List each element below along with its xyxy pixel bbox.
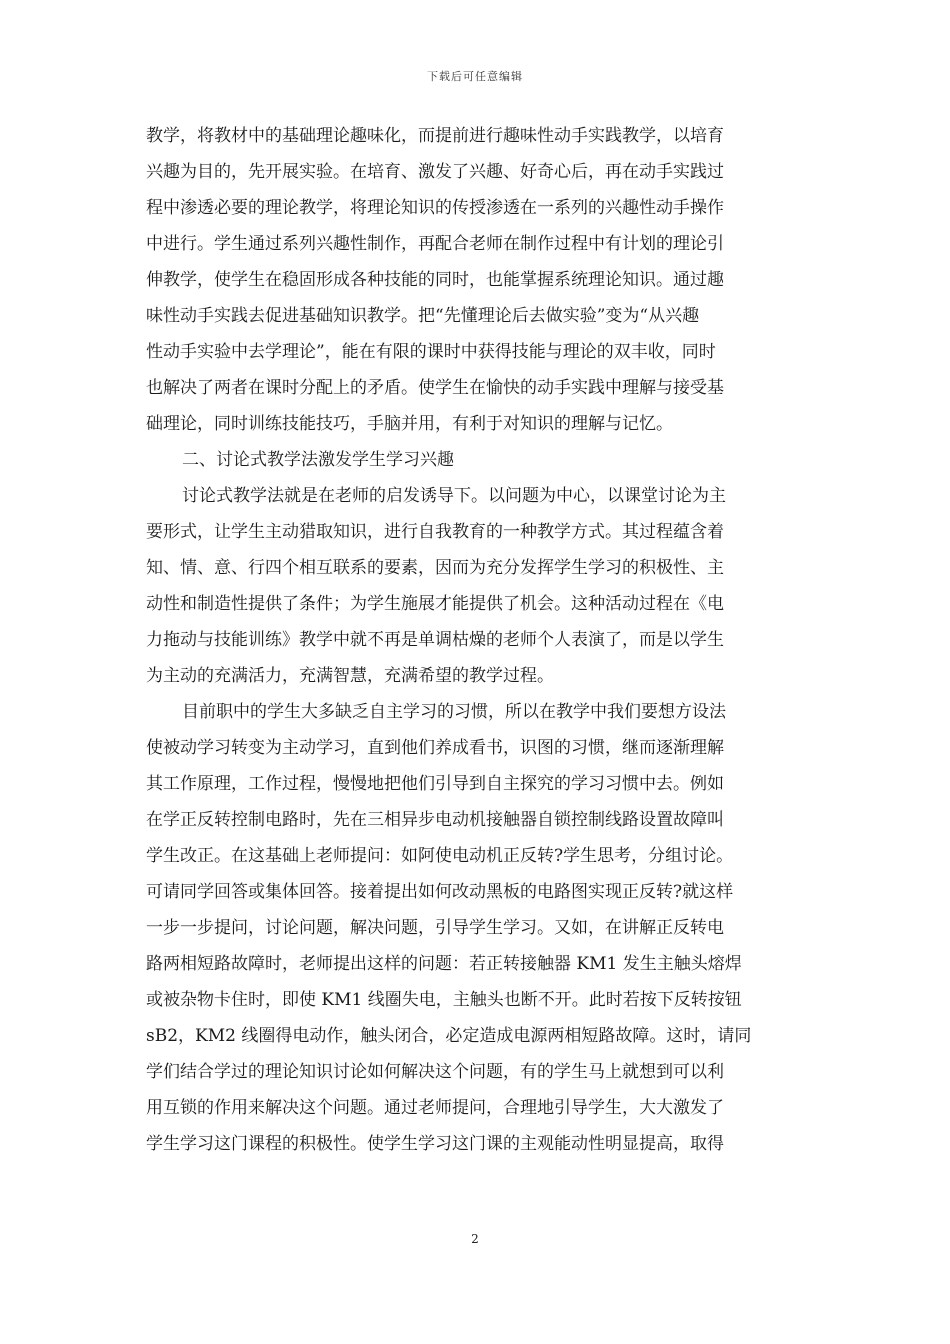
document-body <box>146 118 810 1162</box>
text-line: 学们结合学过的理论知识讨论如何解决这个问题，有的学生马上就想到可以利 <box>146 1062 724 1082</box>
text-line: 使被动学习转变为主动学习，直到他们养成看书，识图的习惯，继而逐渐理解 <box>146 738 724 758</box>
text-line: 力拖动与技能训练》教学中就不再是单调枯燥的老师个人表演了，而是以学生 <box>146 630 724 650</box>
text-line: 学生改正。在这基础上老师提问：如阿使电动机正反转?学生思考，分组讨论。 <box>146 846 734 866</box>
page-number: 2 <box>471 1232 479 1246</box>
text-line: 一步一步提问，讨论问题，解决问题，引导学生学习。又如，在讲解正反转电 <box>146 918 724 938</box>
text-line: 础理论，同时训练技能技巧，手脑并用，有利于对知识的理解与记忆。 <box>146 414 673 434</box>
text-line: 用互锁的作用来解决这个问题。通过老师提问，合理地引导学生，大大激发了 <box>146 1098 724 1118</box>
text-line: 为主动的充满活力，充满智慧，充满希望的教学过程。 <box>146 666 554 686</box>
text-line: 其工作原理，工作过程，慢慢地把他们引导到自主探究的学习习惯中去。例如 <box>146 774 724 794</box>
page-header: 下载后可任意编辑 <box>427 70 523 83</box>
text-line: 学生学习这门课程的积极性。使学生学习这门课的主观能动性明显提高，取得 <box>146 1134 724 1154</box>
text-line: 性动手实验中去学理论”，能在有限的课时中获得技能与理论的双丰收，同时 <box>146 342 716 362</box>
text-line: 中进行。学生通过系列兴趣性制作，再配合老师在制作过程中有计划的理论引 <box>146 234 724 254</box>
text-line: 程中渗透必要的理论教学，将理论知识的传授渗透在一系列的兴趣性动手操作 <box>146 198 724 218</box>
text-line: 兴趣为目的，先开展实验。在培育、激发了兴趣、好奇心后，再在动手实践过 <box>146 162 724 182</box>
text-line: 教学，将教材中的基础理论趣味化，而提前进行趣味性动手实践教学，以培育 <box>146 126 724 146</box>
text-line: 二、讨论式教学法激发学生学习兴趣 <box>182 450 454 470</box>
text-line: 目前职中的学生大多缺乏自主学习的习惯，所以在教学中我们要想方设法 <box>182 702 726 722</box>
text-line: 要形式，让学生主动猎取知识，进行自我教育的一种教学方式。其过程蕴含着 <box>146 522 724 542</box>
text-line: 也解决了两者在课时分配上的矛盾。使学生在愉快的动手实践中理解与接受基 <box>146 378 724 398</box>
text-line: 路两相短路故障时，老师提出这样的问题：若正转接触器 KM1 发生主触头熔焊 <box>146 954 742 974</box>
text-line: sB2，KM2 线圈得电动作，触头闭合，必定造成电源两相短路故障。这时，请同 <box>146 1026 752 1046</box>
text-line: 在学正反转控制电路时，先在三相异步电动机接触器自锁控制线路设置故障叫 <box>146 810 724 830</box>
text-line: 知、情、意、行四个相互联系的要素，因而为充分发挥学生学习的积极性、主 <box>146 558 724 578</box>
text-line: 味性动手实践去促进基础知识教学。把“先懂理论后去做实验”变为“从兴趣 <box>146 306 700 326</box>
text-line: 动性和制造性提供了条件；为学生施展才能提供了机会。这种活动过程在《电 <box>146 594 724 614</box>
text-line: 讨论式教学法就是在老师的启发诱导下。以问题为中心，以课堂讨论为主 <box>182 486 726 506</box>
text-line: 或被杂物卡住时，即使 KM1 线圈失电，主触头也断不开。此时若按下反转按钮 <box>146 990 742 1010</box>
text-line: 可请同学回答或集体回答。接着提出如何改动黑板的电路图实现正反转?就这样 <box>146 882 734 902</box>
text-line: 伸教学，使学生在稳固形成各种技能的同时，也能掌握系统理论知识。通过趣 <box>146 270 724 290</box>
